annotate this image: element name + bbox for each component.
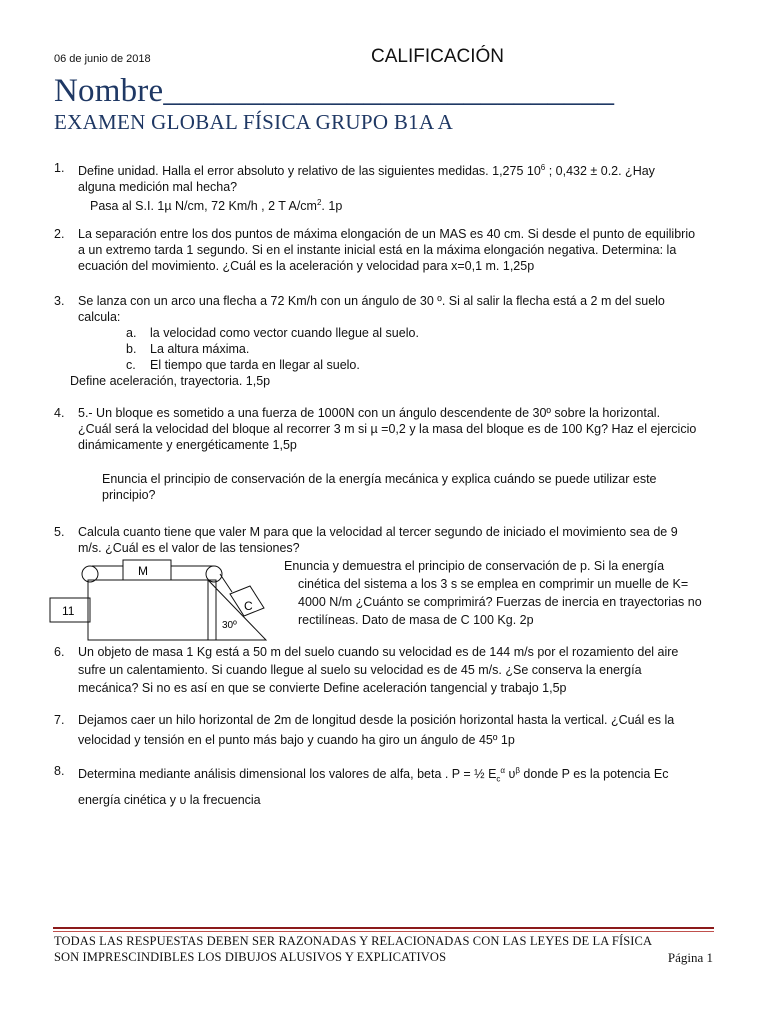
- question-text: Enuncia y demuestra el principio de conservación de p. Si la energía: [284, 559, 665, 573]
- question-number: 3.: [54, 294, 65, 308]
- footer-note: SON IMPRESCINDIBLES LOS DIBUJOS ALUSIVOS Y EXPLICATIVOS: [54, 950, 447, 964]
- list-item: a. la velocidad como vector cuando llegue al suelo.: [126, 326, 419, 340]
- question-text: Dejamos caer un hilo horizontal de 2m de longitud desde la posición horizontal hasta la vertical. ¿Cuál es la: [78, 713, 675, 727]
- mass-c-label: C: [244, 599, 253, 613]
- question-text: a un extremo tarda 1 segundo. Si en el instante inicial está en la máxima elongación negativa. Determina: la: [78, 243, 677, 257]
- name-field-label: Nombre___________________________: [54, 73, 615, 109]
- mass-m-label: M: [138, 564, 148, 578]
- question-text: ecuación del movimiento. ¿Cuál es la aceleración y velocidad para x=0,1 m. 1,25p: [78, 259, 535, 273]
- table-block: [88, 580, 216, 640]
- question-text: Se lanza con un arco una flecha a 72 Km/h con un ángulo de 30 º. Si al salir la flecha está a 2 m del suelo: [78, 294, 665, 308]
- question-number: 6.: [54, 645, 65, 659]
- question-text: Define unidad. Halla el error absoluto y relativo de las siguientes medidas. 1,275 $10^6$ ; 0,432 ± 0.2. ¿Hay: [78, 163, 655, 179]
- question-number: 8.: [54, 764, 65, 778]
- question-3: [54, 293, 714, 389]
- question-7: [54, 712, 714, 748]
- question-text: Enuncia el principio de conservación de la energía mecánica y explica cuándo se puede utilizar este: [102, 472, 657, 486]
- question-text: sufre un calentamiento. Si cuando llegue al suelo su velocidad es de 45 m/s. ¿Se conserva la energía: [78, 663, 642, 677]
- question-text: ¿Cuál será la velocidad del bloque al recorrer 3 m si µ =0,2 y la masa del bloque es de 100 Kg? Haz el ejercicio: [78, 422, 697, 436]
- question-5: [54, 524, 714, 556]
- pulley-incline-diagram: [48, 558, 278, 642]
- question-text: dinámicamente y energéticamente 1,5p: [78, 438, 297, 452]
- angle-label: 30º: [222, 620, 237, 631]
- question-number: 1.: [54, 161, 65, 175]
- exam-date: 06 de junio de 2018: [54, 53, 151, 65]
- question-text: Determina mediante análisis dimensional los valores de alfa, beta . P = ½ $E_c^\alpha$ $\upsilon^\beta$ donde P es la potencia Ec: [78, 766, 669, 784]
- question-text: 5.- Un bloque es sometido a una fuerza de 1000N con un ángulo descendente de 30º sobre la horizontal.: [78, 406, 661, 420]
- question-1: [54, 160, 714, 214]
- question-number: 7.: [54, 713, 65, 727]
- question-4: [54, 405, 714, 503]
- question-text: cinética del sistema a los 3 s se emplea en comprimir un muelle de K=: [298, 577, 689, 591]
- question-8: [54, 763, 714, 808]
- question-text: velocidad y tensión en el punto más bajo y cuando ha giro un ángulo de 45º 1p: [78, 733, 515, 747]
- footer-divider: [53, 927, 714, 929]
- exam-title: EXAMEN GLOBAL FÍSICA GRUPO B1A A: [54, 110, 454, 134]
- question-text: alguna medición mal hecha?: [78, 180, 238, 195]
- question-text: La separación entre los dos puntos de máxima elongación de un MAS es 40 cm. Si desde el punto de equilibrio: [78, 227, 696, 241]
- question-number: 2.: [54, 227, 65, 241]
- footer-note: TODAS LAS RESPUESTAS DEBEN SER RAZONADAS Y RELACIONADAS CON LAS LEYES DE LA FÍSICA: [54, 934, 653, 948]
- question-6: [54, 644, 714, 696]
- question-text: mecánica? Si no es así en que se convierte Define aceleración tangencial y trabajo 1,5p: [78, 681, 567, 695]
- question-text: rectilíneas. Dato de masa de C 100 Kg. 2p: [298, 613, 534, 627]
- question-text: Calcula cuanto tiene que valer M para que la velocidad al tercer segundo de iniciado el movimiento sea de 9: [78, 525, 678, 539]
- question-5-continuation: [284, 557, 714, 629]
- question-text: calcula:: [78, 310, 121, 324]
- question-number: 5.: [54, 525, 65, 539]
- list-item: b. La altura máxima.: [126, 342, 250, 356]
- question-text: Define aceleración, trayectoria. 1,5p: [70, 374, 271, 388]
- hanging-mass-label: 11: [62, 604, 75, 618]
- list-item: c. El tiempo que tarda en llegar al suelo.: [126, 358, 360, 372]
- question-text: m/s. ¿Cuál es el valor de las tensiones?: [78, 541, 300, 555]
- question-2: [54, 226, 714, 274]
- question-text: principio?: [102, 488, 156, 502]
- string: [220, 574, 232, 592]
- footer-divider: [53, 931, 714, 932]
- grade-label: CALIFICACIÓN: [371, 46, 505, 67]
- question-text: Un objeto de masa 1 Kg está a 50 m del suelo cuando su velocidad es de 144 m/s por el rozamiento del aire: [78, 645, 679, 659]
- question-text: 4000 N/m ¿Cuánto se comprimirá? Fuerzas de inercia en trayectorias no: [298, 595, 702, 609]
- page-number: Página 1: [667, 950, 713, 965]
- question-text: energía cinética y υ la frecuencia: [78, 792, 261, 807]
- question-text: Pasa al S.I. 1µ N/cm, 72 Km/h , 2 T $A/cm^2$. 1p: [90, 198, 343, 214]
- question-number: 4.: [54, 406, 65, 420]
